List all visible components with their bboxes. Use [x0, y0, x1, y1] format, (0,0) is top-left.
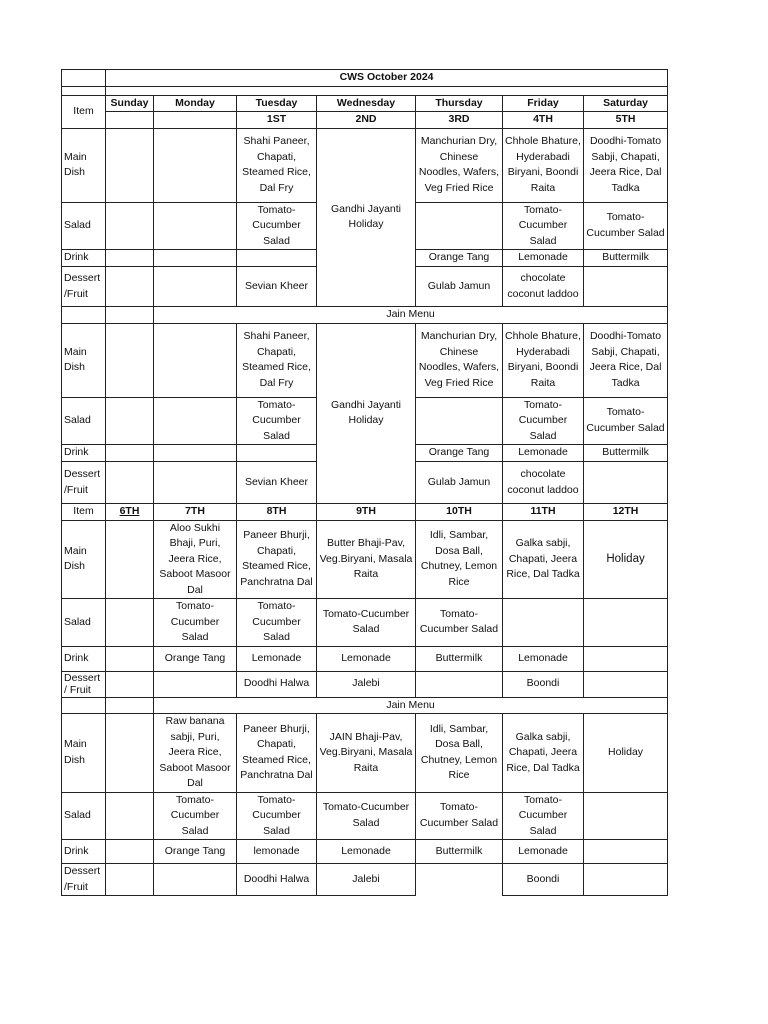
- menu-cell: Lemonade: [237, 646, 317, 671]
- menu-cell: [154, 671, 237, 697]
- menu-table: [61, 69, 668, 896]
- date-cell: 8TH: [237, 504, 317, 521]
- menu-cell: [584, 462, 668, 504]
- menu-cell: Manchurian Dry, Chinese Noodles, Wafers, Veg Fried Rice: [416, 323, 503, 397]
- menu-cell: Boondi: [503, 864, 584, 896]
- header-spacer: [62, 86, 106, 95]
- holiday-cell: Gandhi Jayanti Holiday: [317, 128, 416, 307]
- date-cell: 2ND: [317, 112, 416, 129]
- menu-cell: [154, 267, 237, 307]
- holiday-cell: Holiday: [584, 520, 668, 599]
- menu-cell: [584, 792, 668, 840]
- menu-cell: Sevian Kheer: [237, 267, 317, 307]
- menu-cell: Tomato-Cucumber Salad: [503, 397, 584, 445]
- date-cell: 1ST: [237, 112, 317, 129]
- menu-cell: [416, 671, 503, 697]
- jain-menu-label: Jain Menu: [154, 307, 668, 324]
- date-cell: 10TH: [416, 504, 503, 521]
- menu-cell: Tomato-Cucumber Salad: [237, 202, 317, 250]
- menu-cell: [154, 445, 237, 462]
- jain-menu-label: Jain Menu: [154, 697, 668, 714]
- menu-cell: [106, 864, 154, 896]
- menu-cell: [584, 599, 668, 647]
- menu-cell: [106, 128, 154, 202]
- row-label-main-dish: Main Dish: [62, 323, 106, 397]
- menu-cell: Tomato-Cucumber Salad: [154, 599, 237, 647]
- menu-cell: Tomato-Cucumber Salad: [503, 202, 584, 250]
- menu-cell: Doodhi Halwa: [237, 864, 317, 896]
- corner-cell: [62, 70, 106, 87]
- row-label-drink: Drink: [62, 445, 106, 462]
- row-label-salad: Salad: [62, 202, 106, 250]
- day-header-monday: Monday: [154, 95, 237, 112]
- menu-cell: JAIN Bhaji-Pav, Veg.Biryani, Masala Raita: [317, 714, 416, 793]
- menu-cell: Doodhi-Tomato Sabji, Chapati, Jeera Rice, Dal Tadka: [584, 128, 668, 202]
- menu-cell: [416, 202, 503, 250]
- menu-cell: [154, 202, 237, 250]
- row-label-main-dish: Main Dish: [62, 714, 106, 793]
- menu-cell: [106, 397, 154, 445]
- menu-cell: [106, 671, 154, 697]
- menu-cell: Orange Tang: [416, 445, 503, 462]
- menu-cell: Tomato-Cucumber Salad: [237, 397, 317, 445]
- menu-cell: Tomato-Cucumber Salad: [503, 792, 584, 840]
- date-cell: 7TH: [154, 504, 237, 521]
- menu-cell: Lemonade: [317, 646, 416, 671]
- menu-cell: Tomato-Cucumber Salad: [237, 599, 317, 647]
- menu-cell: [106, 599, 154, 647]
- day-header-thursday: Thursday: [416, 95, 503, 112]
- row-label-dessert: Dessert / Fruit: [62, 671, 106, 697]
- blank-cell: [106, 697, 154, 714]
- menu-cell: [584, 671, 668, 697]
- date-cell: 4TH: [503, 112, 584, 129]
- menu-cell: [106, 520, 154, 599]
- date-cell: 9TH: [317, 504, 416, 521]
- date-cell: 5TH: [584, 112, 668, 129]
- row-label-dessert: Dessert /Fruit: [62, 462, 106, 504]
- date-cell: 6TH: [106, 504, 154, 521]
- menu-cell: [106, 792, 154, 840]
- menu-cell: Tomato-Cucumber Salad: [154, 792, 237, 840]
- menu-cell: Galka sabji, Chapati, Jeera Rice, Dal Tadka: [503, 520, 584, 599]
- menu-cell: Sevian Kheer: [237, 462, 317, 504]
- menu-cell: [503, 599, 584, 647]
- menu-title: CWS October 2024: [106, 70, 668, 87]
- menu-cell: [106, 202, 154, 250]
- day-header-saturday: Saturday: [584, 95, 668, 112]
- menu-cell: Paneer Bhurji, Chapati, Steamed Rice, Panchratna Dal: [237, 714, 317, 793]
- menu-cell: [584, 267, 668, 307]
- menu-cell: Jalebi: [317, 671, 416, 697]
- menu-cell: Idli, Sambar, Dosa Ball, Chutney, Lemon Rice: [416, 520, 503, 599]
- menu-cell: Tomato-Cucumber Salad: [317, 792, 416, 840]
- menu-cell: Paneer Bhurji, Chapati, Steamed Rice, Panchratna Dal: [237, 520, 317, 599]
- menu-cell: Aloo Sukhi Bhaji, Puri, Jeera Rice, Saboot Masoor Dal: [154, 520, 237, 599]
- day-header-wednesday: Wednesday: [317, 95, 416, 112]
- menu-cell: lemonade: [237, 840, 317, 864]
- menu-cell: Tomato-Cucumber Salad: [584, 397, 668, 445]
- blank-cell: [62, 307, 106, 324]
- menu-cell: Lemonade: [503, 646, 584, 671]
- row-label-main-dish: Main Dish: [62, 128, 106, 202]
- day-header-friday: Friday: [503, 95, 584, 112]
- day-header-tuesday: Tuesday: [237, 95, 317, 112]
- row-label-drink: Drink: [62, 250, 106, 267]
- menu-cell: [106, 250, 154, 267]
- menu-cell: Doodhi-Tomato Sabji, Chapati, Jeera Rice, Dal Tadka: [584, 323, 668, 397]
- menu-cell: chocolate coconut laddoo: [503, 267, 584, 307]
- menu-cell: Boondi: [503, 671, 584, 697]
- menu-cell: [584, 840, 668, 864]
- item-header: Item: [62, 504, 106, 521]
- menu-cell: Lemonade: [503, 840, 584, 864]
- menu-cell: [416, 397, 503, 445]
- menu-cell: Jalebi: [317, 864, 416, 896]
- menu-cell: Idli, Sambar, Dosa Ball, Chutney, Lemon Rice: [416, 714, 503, 793]
- menu-cell: [416, 864, 503, 896]
- menu-cell: [154, 128, 237, 202]
- menu-cell: Orange Tang: [416, 250, 503, 267]
- row-label-salad: Salad: [62, 397, 106, 445]
- menu-cell: Orange Tang: [154, 840, 237, 864]
- menu-cell: Butter Bhaji-Pav, Veg.Biryani, Masala Raita: [317, 520, 416, 599]
- menu-cell: Orange Tang: [154, 646, 237, 671]
- row-label-drink: Drink: [62, 840, 106, 864]
- menu-cell: Lemonade: [503, 250, 584, 267]
- menu-cell: Tomato-Cucumber Salad: [237, 792, 317, 840]
- menu-cell: Buttermilk: [416, 840, 503, 864]
- menu-cell: Raw banana sabji, Puri, Jeera Rice, Saboot Masoor Dal: [154, 714, 237, 793]
- date-cell: 12TH: [584, 504, 668, 521]
- menu-cell: Tomato-Cucumber Salad: [584, 202, 668, 250]
- menu-cell: Tomato-Cucumber Salad: [416, 792, 503, 840]
- menu-cell: [106, 323, 154, 397]
- menu-cell: [106, 840, 154, 864]
- menu-cell: [106, 445, 154, 462]
- holiday-cell: Gandhi Jayanti Holiday: [317, 323, 416, 504]
- menu-cell: [154, 323, 237, 397]
- menu-cell: Buttermilk: [584, 445, 668, 462]
- menu-cell: Chhole Bhature, Hyderabadi Biryani, Boondi Raita: [503, 323, 584, 397]
- menu-cell: Chhole Bhature, Hyderabadi Biryani, Boondi Raita: [503, 128, 584, 202]
- menu-cell: Galka sabji, Chapati, Jeera Rice, Dal Tadka: [503, 714, 584, 793]
- menu-cell: [106, 462, 154, 504]
- menu-cell: Doodhi Halwa: [237, 671, 317, 697]
- menu-cell: Buttermilk: [584, 250, 668, 267]
- menu-cell: Buttermilk: [416, 646, 503, 671]
- date-cell: [106, 112, 154, 129]
- menu-cell: [154, 397, 237, 445]
- menu-cell: [106, 646, 154, 671]
- menu-cell: [584, 864, 668, 896]
- row-label-salad: Salad: [62, 792, 106, 840]
- row-label-main-dish: Main Dish: [62, 520, 106, 599]
- menu-cell: [106, 267, 154, 307]
- row-label-dessert: Dessert /Fruit: [62, 864, 106, 896]
- item-header: Item: [62, 95, 106, 128]
- menu-cell: [154, 250, 237, 267]
- blank-cell: [106, 307, 154, 324]
- menu-cell: Tomato-Cucumber Salad: [317, 599, 416, 647]
- menu-cell: [237, 250, 317, 267]
- blank-cell: [62, 697, 106, 714]
- date-cell: 11TH: [503, 504, 584, 521]
- menu-cell: Shahi Paneer, Chapati, Steamed Rice, Dal Fry: [237, 323, 317, 397]
- header-spacer: [106, 86, 668, 95]
- menu-cell: [154, 462, 237, 504]
- menu-cell: Tomato-Cucumber Salad: [416, 599, 503, 647]
- menu-cell: Lemonade: [503, 445, 584, 462]
- menu-cell: Lemonade: [317, 840, 416, 864]
- menu-cell: [584, 646, 668, 671]
- menu-cell: [237, 445, 317, 462]
- holiday-cell: Holiday: [584, 714, 668, 793]
- menu-cell: [106, 714, 154, 793]
- menu-cell: [154, 864, 237, 896]
- menu-cell: Gulab Jamun: [416, 462, 503, 504]
- row-label-dessert: Dessert /Fruit: [62, 267, 106, 307]
- date-cell: 3RD: [416, 112, 503, 129]
- menu-cell: Gulab Jamun: [416, 267, 503, 307]
- row-label-salad: Salad: [62, 599, 106, 647]
- row-label-drink: Drink: [62, 646, 106, 671]
- date-cell: [154, 112, 237, 129]
- menu-cell: Shahi Paneer, Chapati, Steamed Rice, Dal Fry: [237, 128, 317, 202]
- menu-cell: Manchurian Dry, Chinese Noodles, Wafers, Veg Fried Rice: [416, 128, 503, 202]
- day-header-sunday: Sunday: [106, 95, 154, 112]
- menu-cell: chocolate coconut laddoo: [503, 462, 584, 504]
